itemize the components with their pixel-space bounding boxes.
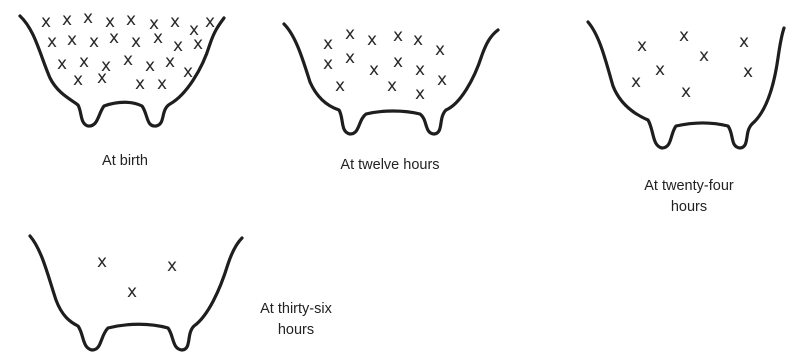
cross-mark: x (630, 72, 642, 92)
cross-mark: x (322, 34, 334, 54)
stage-label-twelve-line-1: At twelve hours (340, 157, 440, 173)
cross-mark: x (78, 52, 90, 72)
stage-label-twelve (300, 155, 480, 176)
cross-mark: x (344, 48, 356, 68)
cross-mark: x (148, 14, 160, 34)
cross-mark: x (698, 46, 710, 66)
cross-mark: x (392, 26, 404, 46)
stage-twelve (284, 24, 498, 134)
cross-mark: x (182, 62, 194, 82)
cross-mark: x (152, 28, 164, 48)
cross-mark: x (322, 54, 334, 74)
cross-mark: x (61, 10, 73, 30)
cross-mark: x (82, 8, 94, 28)
cross-mark: x (72, 70, 84, 90)
cross-mark: x (436, 70, 448, 90)
stage-label-birth-line-1: At birth (102, 153, 148, 169)
marks-birth (41, 8, 215, 94)
cross-mark: x (434, 40, 446, 60)
stage-label-thirty (236, 299, 356, 341)
stage-thirty (30, 236, 242, 350)
marks-twenty (631, 26, 753, 102)
cross-mark: x (678, 26, 690, 46)
cross-mark: x (654, 60, 666, 80)
cross-mark: x (414, 84, 426, 104)
stage-twenty (588, 22, 784, 148)
cross-mark: x (122, 50, 134, 70)
stage-label-thirty-line-1: At thirty-six (260, 301, 332, 317)
cross-mark: x (172, 36, 184, 56)
cross-mark: x (188, 20, 200, 40)
cross-mark: x (392, 52, 404, 72)
cross-mark: x (636, 36, 648, 56)
cross-mark: x (88, 32, 100, 52)
stage-label-thirty-line-2: hours (277, 322, 315, 338)
cross-mark: x (104, 12, 116, 32)
cross-mark: x (414, 60, 426, 80)
cross-mark: x (738, 32, 750, 52)
cross-mark: x (125, 10, 137, 30)
cross-mark: x (40, 12, 52, 32)
cross-mark: x (108, 28, 120, 48)
cross-mark: x (344, 24, 356, 44)
cross-mark: x (386, 76, 398, 96)
cross-mark: x (144, 56, 156, 76)
cross-mark: x (100, 56, 112, 76)
cross-mark: x (130, 32, 142, 52)
stage-birth (20, 8, 224, 126)
cross-mark: x (126, 282, 138, 302)
stage-label-twenty-line-2: hours (670, 199, 708, 215)
cross-mark: x (164, 52, 176, 72)
marks-twelve (323, 24, 447, 104)
cross-mark: x (366, 30, 378, 50)
cross-mark: x (96, 252, 108, 272)
stage-label-twenty-line-1: At twenty-four (644, 178, 734, 194)
cross-mark: x (412, 30, 424, 50)
cross-mark: x (169, 12, 181, 32)
cross-mark: x (134, 74, 146, 94)
cross-mark: x (166, 256, 178, 276)
cross-mark: x (368, 60, 380, 80)
cross-mark: x (680, 82, 692, 102)
cross-mark: x (56, 54, 68, 74)
cross-mark: x (156, 74, 168, 94)
cross-mark: x (742, 62, 754, 82)
cross-mark: x (334, 76, 346, 96)
cross-mark: x (192, 34, 204, 54)
stage-label-twenty (604, 176, 774, 218)
cross-mark: x (46, 32, 58, 52)
cross-mark: x (66, 30, 78, 50)
stage-label-birth (70, 151, 180, 172)
marks-thirty (97, 252, 177, 302)
cross-mark: x (96, 68, 108, 88)
cross-mark: x (204, 12, 216, 32)
